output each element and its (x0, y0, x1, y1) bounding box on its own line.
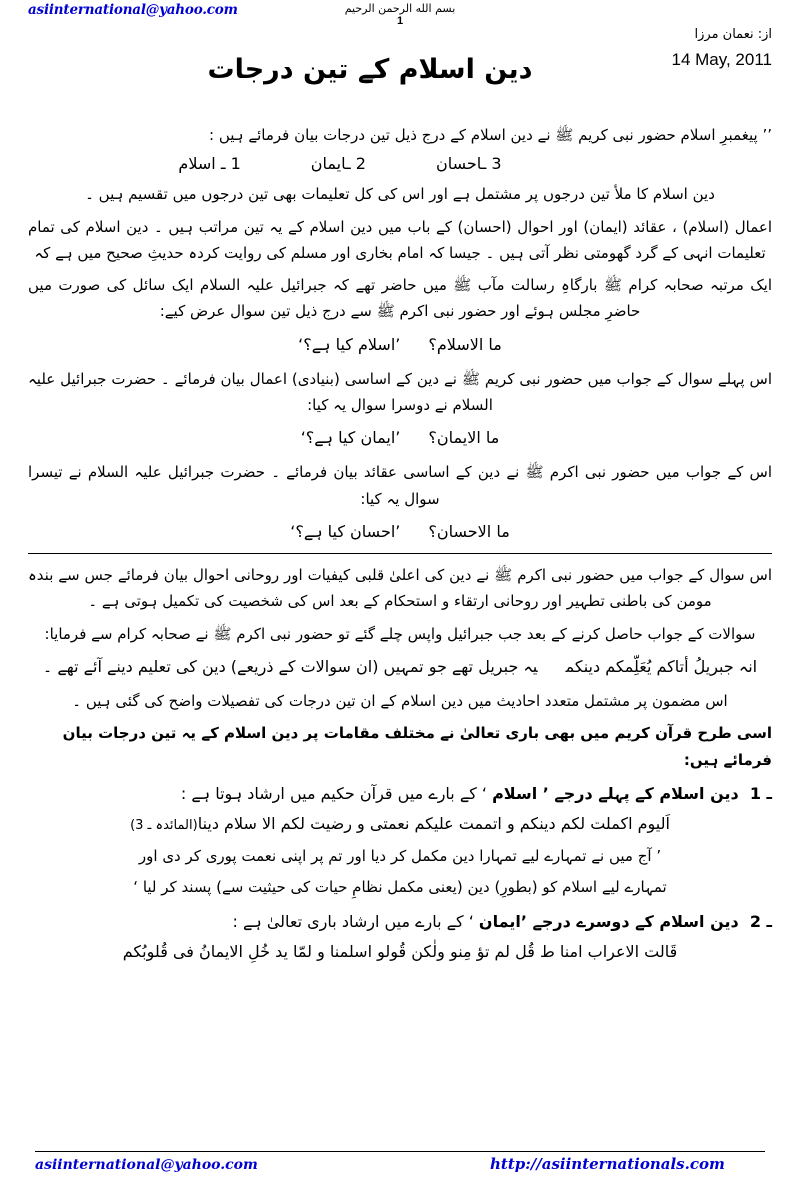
page-number: 1 (396, 15, 404, 27)
footer-email[interactable]: asiinternational@yahoo.com (35, 1157, 258, 1173)
section-2-heading (28, 908, 772, 935)
list-item (178, 154, 240, 173)
section-1-ayat (28, 811, 772, 837)
question-1-urdu: ’اسلام کیا ہے؟‘ (298, 334, 401, 354)
question-2-urdu: ’ایمان کیا ہے؟‘ (300, 428, 401, 448)
hadith-arabic: انہ جبریلُ أتاکم یُعَلِّمکم دینکم (565, 656, 758, 676)
paragraph-2: دین اسلام کا ملأ تین درجوں پر مشتمل ہے اور اس کی کل تعلیمات بھی تین درجوں میں تقسیم ہیں ۔ (85, 185, 715, 204)
section-2-keyword: ایمان (478, 911, 521, 931)
question-2-arabic: ما الایمان؟ (428, 428, 500, 448)
hadith-urdu: یہ جبریل تھے جو تمہیں (ان سوالات کے ذریعے) دین کی تعلیم دینے آئے تھے ۔ (42, 656, 538, 676)
question-3-arabic: ما الاحسان؟ (428, 521, 510, 541)
levels-list (28, 154, 772, 173)
basmala-text: بسم الله الرحمن الرحيم (344, 2, 456, 15)
footer-divider (35, 1151, 765, 1152)
question-3 (28, 518, 772, 545)
paragraph-9: اس مضمون پر مشتمل متعدد احادیث میں دین اسلام کے ان تین درجات کی تفصیلات واضح کی گئی ہیں ۔ (72, 692, 728, 710)
paragraph-4: ایک مرتبہ صحابہ کرام ﷺ بارگاہِ رسالت مآب ﷺ میں حاضر تھے کہ جبرائیل علیہ السلام ایک سائل کی صورت میں حاضرِ مجلس ہوئے اور حضور نبی اکرم ﷺ سے درج ذیل تین سوال عرض کیے: (28, 276, 772, 321)
paragraph-10: اسی طرح قرآن کریم میں بھی باری تعالیٰ نے مختلف مقامات پر دین اسلام کے یہ تین درجات بیان فرمائے ہیں: (62, 724, 772, 769)
ayat-reference: (المائدہ ـ 3) (130, 817, 198, 833)
footer-website-link[interactable]: http://asiinternationals.com (490, 1155, 725, 1173)
section-1-text-a: دین اسلام کے پہلے درجے ’ (537, 783, 739, 803)
level-label: ایمان (310, 154, 346, 174)
section-1-keyword: اسلام (492, 783, 538, 803)
question-3-urdu: ’احسان کیا ہے؟‘ (290, 521, 401, 541)
section-1-translation-line-2: تمہارے لیے اسلام کو (بطورِ) دین (یعنی مکمل نظامِ حیات کی حیثیت سے) پسند کر لیا ‘ (133, 877, 667, 896)
paragraph-8: سوالات کے جواب حاصل کرنے کے بعد جب جبرائیل واپس چلے گئے تو حضور نبی اکرم ﷺ نے صحابہ کرام سے فرمایا: (44, 624, 756, 643)
level-label: احسان (435, 154, 482, 174)
section-2-ayat: قَالت الاعراب امنا ط قُل لم تؤ مِنو ولٰکن قُولو اسلمنا و لمّا ید خُلِ الایمانُ فی قُلوبُکم (122, 941, 678, 961)
list-item (436, 154, 502, 173)
section-1-text-b: ‘ کے بارے میں قرآن حکیم میں ارشاد ہوتا ہے : (180, 783, 493, 803)
level-number: 2 ـ (345, 154, 366, 174)
ayat-text: اَلیوم اکملت لکم دینکم و اتممت علیکم نعمتی و رضیت لکم الا سلام دینا (197, 813, 670, 833)
author-byline: از: نعمان مرزا (694, 27, 772, 42)
question-1-arabic: ما الاسلام؟ (428, 334, 502, 354)
document-date: 14 May, 2011 (671, 50, 772, 69)
paragraph-6: اس کے جواب میں حضور نبی اکرم ﷺ نے دین کے اساسی عقائد بیان فرمائے ۔ حضرت جبرائیل علیہ السلام نے تیسرا سوال یہ کیا: (28, 463, 772, 508)
section-1-number: 1 ـ (749, 783, 772, 803)
header-email: asiinternational@yahoo.com (28, 2, 238, 18)
section-1-heading (28, 780, 772, 807)
list-item (311, 154, 366, 173)
hadith-quote (28, 653, 772, 680)
paragraph-3: اعمال (اسلام) ، عقائد (ایمان) اور احوال (احسان) کے باب میں دین اسلام کے یہ تین مراتب ہیں ۔ دین اسلام کی تمام تعلیمات انہی کے گرد گھومتی نظر آتی ہیں ۔ جیسا کہ امام بخاری اور مسلم کی روایت کردہ حدیثِ صحیح میں ہے کہ (28, 217, 772, 262)
level-number: 1 ـ (220, 154, 241, 174)
section-2-number: 2 ـ (749, 911, 772, 931)
paragraph-7: اس سوال کے جواب میں حضور نبی اکرم ﷺ نے دین کی اعلیٰ قلبی کیفیات اور روحانی احوال بیان فرمائے جس سے بندہ مومن کی باطنی تطہیر اور روحانی ارتقاء و استحکام کے بعد اس کی شخصیت کی تکمیل ہوتی ہے ۔ (28, 566, 772, 611)
question-1 (28, 331, 772, 358)
question-2 (28, 424, 772, 451)
paragraph-5: اس پہلے سوال کے جواب میں حضور نبی کریم ﷺ نے دین کے اساسی (بنیادی) اعمال بیان فرمائے ۔ حضرت جبرائیل علیہ السلام نے دوسرا سوال یہ کیا: (28, 369, 772, 414)
section-2-text-a: دین اسلام کے دوسرے درجے ’ (520, 911, 739, 931)
level-label: اسلام (178, 154, 216, 174)
level-number: 3 ـ (481, 154, 502, 174)
paragraph-intro: ’’ پیغمبرِ اسلام حضور نبی کریم ﷺ نے دین اسلام کے درج ذیل تین درجات بیان فرمائے ہیں : (209, 126, 772, 144)
section-divider (28, 553, 772, 554)
document-body (28, 122, 772, 1128)
page-title: دین اسلام کے تین درجات (207, 54, 533, 85)
section-2-text-b: ‘ کے بارے میں ارشاد باری تعالیٰ ہے : (232, 911, 479, 931)
section-1-translation-line-1: ’ آج میں نے تمہارے لیے تمہارا دین مکمل کر دیا اور تم پر اپنی نعمت پوری کر دی اور (138, 846, 662, 865)
